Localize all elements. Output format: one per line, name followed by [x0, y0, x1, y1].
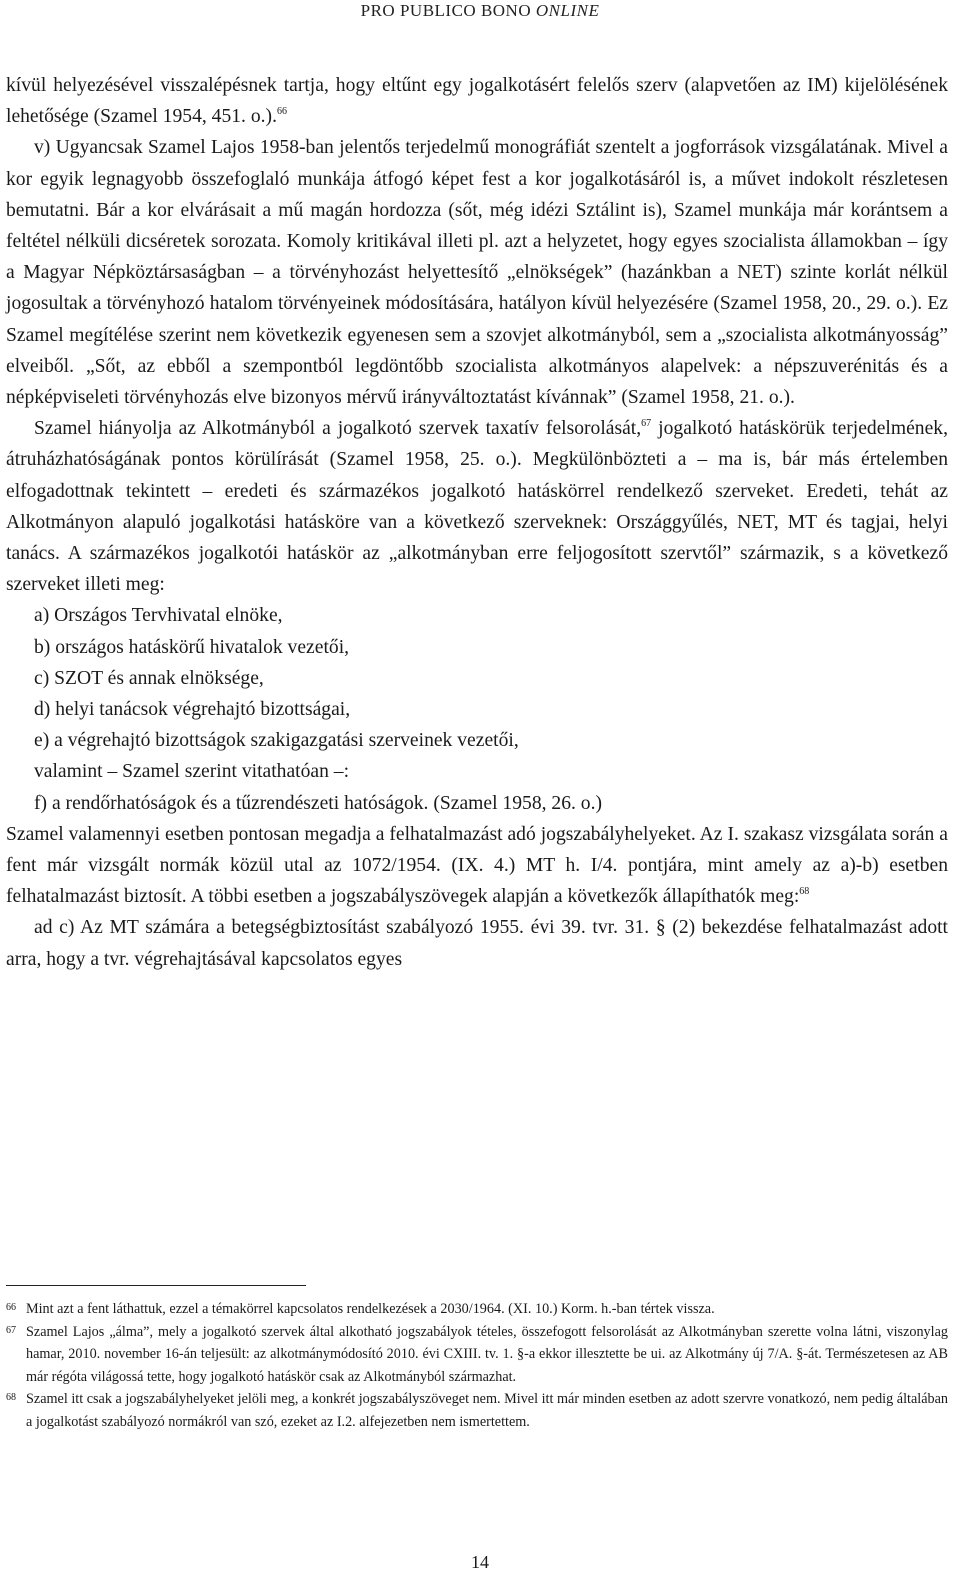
footnote-number: 67: [6, 1324, 16, 1336]
page-number: 14: [471, 1552, 489, 1572]
footnote-divider: [6, 1285, 306, 1286]
paragraph-2: v) Ugyancsak Szamel Lajos 1958-ban jelentős terjedelmű monográfiát szentelt a jogforrások vizsgálatának. Mivel a kor egyik legnagyobb összefoglaló munkája átfogó képet fest a kor jogalkotásáról is, a művet indokolt részletesen bemutatni. Bár a kor elvárásait a mű magán hordozza (sőt, még idézi Sztálint is), Szamel munkája már korántsem a feltétel nélküli dicséretek sorozata. Komoly kritikával illeti pl. azt a helyzetet, hogy egyes szocialista államokban – így a Magyar Népköztársaságban – a törvényhozást helyettesítő „elnökségek” (hazánkban a NET) szinte korlát nélkül jogosultak a törvényhozó hatalom törvényeinek módosítására, hatályon kívül helyezésére (Szamel 1958, 20., 29. o.). Ez Szamel megítélése szerint nem következik egyenesen sem a szovjet alkotmányból, sem a „szocialista alkotmányosság” elveiből. „Sőt, az ebből a szempontból legdöntőbb szocialista alkotmányos alapelvek: a népszuverénitás és a népképviseleti törvényhozás elve bizonyos mérvű irányváltoztatást kívánnak” (Szamel 1958, 21. o.).: [6, 137, 948, 409]
paragraph-5: ad c) Az MT számára a betegségbiztosítást szabályozó 1955. évi 39. tvr. 31. § (2) bekezdése felhatalmazást adott arra, hogy a tvr. végrehajtásával kapcsolatos egyes: [6, 917, 948, 970]
running-header: [0, 0, 960, 26]
main-text: [6, 70, 948, 975]
paragraph-1: kívül helyezésével visszalépésnek tartja, hogy eltűnt egy jogalkotásért felelős szerv (alapvetően az IM) kijelölésének lehetősége (Szamel 1954, 451. o.).$^{66}$: [6, 75, 948, 128]
list-item: a) Országos Tervhivatal elnöke,: [34, 605, 283, 627]
list-item: b) országos hatáskörű hivatalok vezetői,: [34, 636, 350, 658]
footnote-68: [6, 1388, 948, 1433]
paragraph-3: Szamel hiányolja az Alkotmányból a jogalkotó szervek taxatív felsorolását,$^{67}$ jogalkotó hatáskörük terjedelmének, átruházhatóságának pontos körülírását (Szamel 1958, 25. o.). Megkülönbözteti a – ma is, bár más értelemben elfogadottnak tekintett – eredeti és származékos jogalkotó hatáskörrel rendelkező szerveket. Eredeti, tehát az Alkotmányon alapuló jogalkotási hatásköre van a következő szerveknek: Országgyűlés, NET, MT és tagjai, helyi tanács. A származékos jogalkotói hatáskör az „alkotmányban erre feljogosított szervtől” származik, s a következő szerveket illeti meg:: [6, 417, 948, 596]
list-item: f) a rendőrhatóságok és a tűzrendészeti hatóságok. (Szamel 1958, 26. o.): [34, 792, 603, 814]
paragraph-4: Szamel valamennyi esetben pontosan megadja a felhatalmazást adó jogszabályhelyeket. Az I. szakasz vizsgálata során a fent már vizsgált normák közül utal az 1072/1954. (IX. 4.) MT h. I/4. pontjára, mint amely az a)-b) esetben felhatalmazást biztosít. A többi esetben a jogszabályszövegek alapján a következők állapíthatók meg:$^{68}$: [6, 823, 948, 908]
footnote-text: Szamel itt csak a jogszabályhelyeket jelöli meg, a konkrét jogszabályszöveget nem. Mivel itt már minden esetben az adott szervre vonatkozó, nem pedig általában a jogalkotást szabályozó normákról van szó, ezeket az I.2. alfejezetben nem ismertettem.: [26, 1391, 948, 1430]
list-item: c) SZOT és annak elnöksége,: [34, 667, 264, 689]
footnote-ref-68[interactable]: 68: [799, 885, 810, 897]
footnote-66: [6, 1298, 948, 1321]
authority-list: [6, 600, 948, 818]
list-item: valamint – Szamel szerint vitathatóan –:: [34, 761, 350, 783]
journal-edition: ONLINE: [535, 1, 600, 20]
journal-title: PRO PUBLICO BONO: [360, 1, 532, 20]
footnote-number: 66: [6, 1302, 16, 1313]
footnote-67: [6, 1321, 948, 1389]
footnote-text: Mint azt a fent láthattuk, ezzel a témakörrel kapcsolatos rendelkezések a 2030/1964. (XI. 10.) Korm. h.-ban tértek vissza.: [26, 1301, 715, 1317]
footnote-ref-66[interactable]: 66: [276, 105, 287, 117]
list-item: d) helyi tanácsok végrehajtó bizottságai,: [34, 699, 351, 721]
footnotes: [6, 1298, 948, 1433]
footnote-text: Szamel Lajos „álma”, mely a jogalkotó szervek által alkotható jogszabályok tételes, összefogott felsorolását az Alkotmányban szerette volna látni, viszonylag hamar, 2010. november 16-án teljesült: az alkotmánymódosító 2010. évi CXIII. tv. 1. §-a ekkor illesztette be ui. az Alkotmány új 7/A. §-át. Természetesen az AB már régóta világossá tette, hogy jogalkotó hatáskör csak az Alkotmányból származhat.: [26, 1323, 948, 1385]
footnote-ref-67[interactable]: 67: [641, 417, 652, 429]
footnote-number: 68: [6, 1392, 16, 1403]
list-item: e) a végrehajtó bizottságok szakigazgatási szerveinek vezetői,: [34, 730, 519, 752]
